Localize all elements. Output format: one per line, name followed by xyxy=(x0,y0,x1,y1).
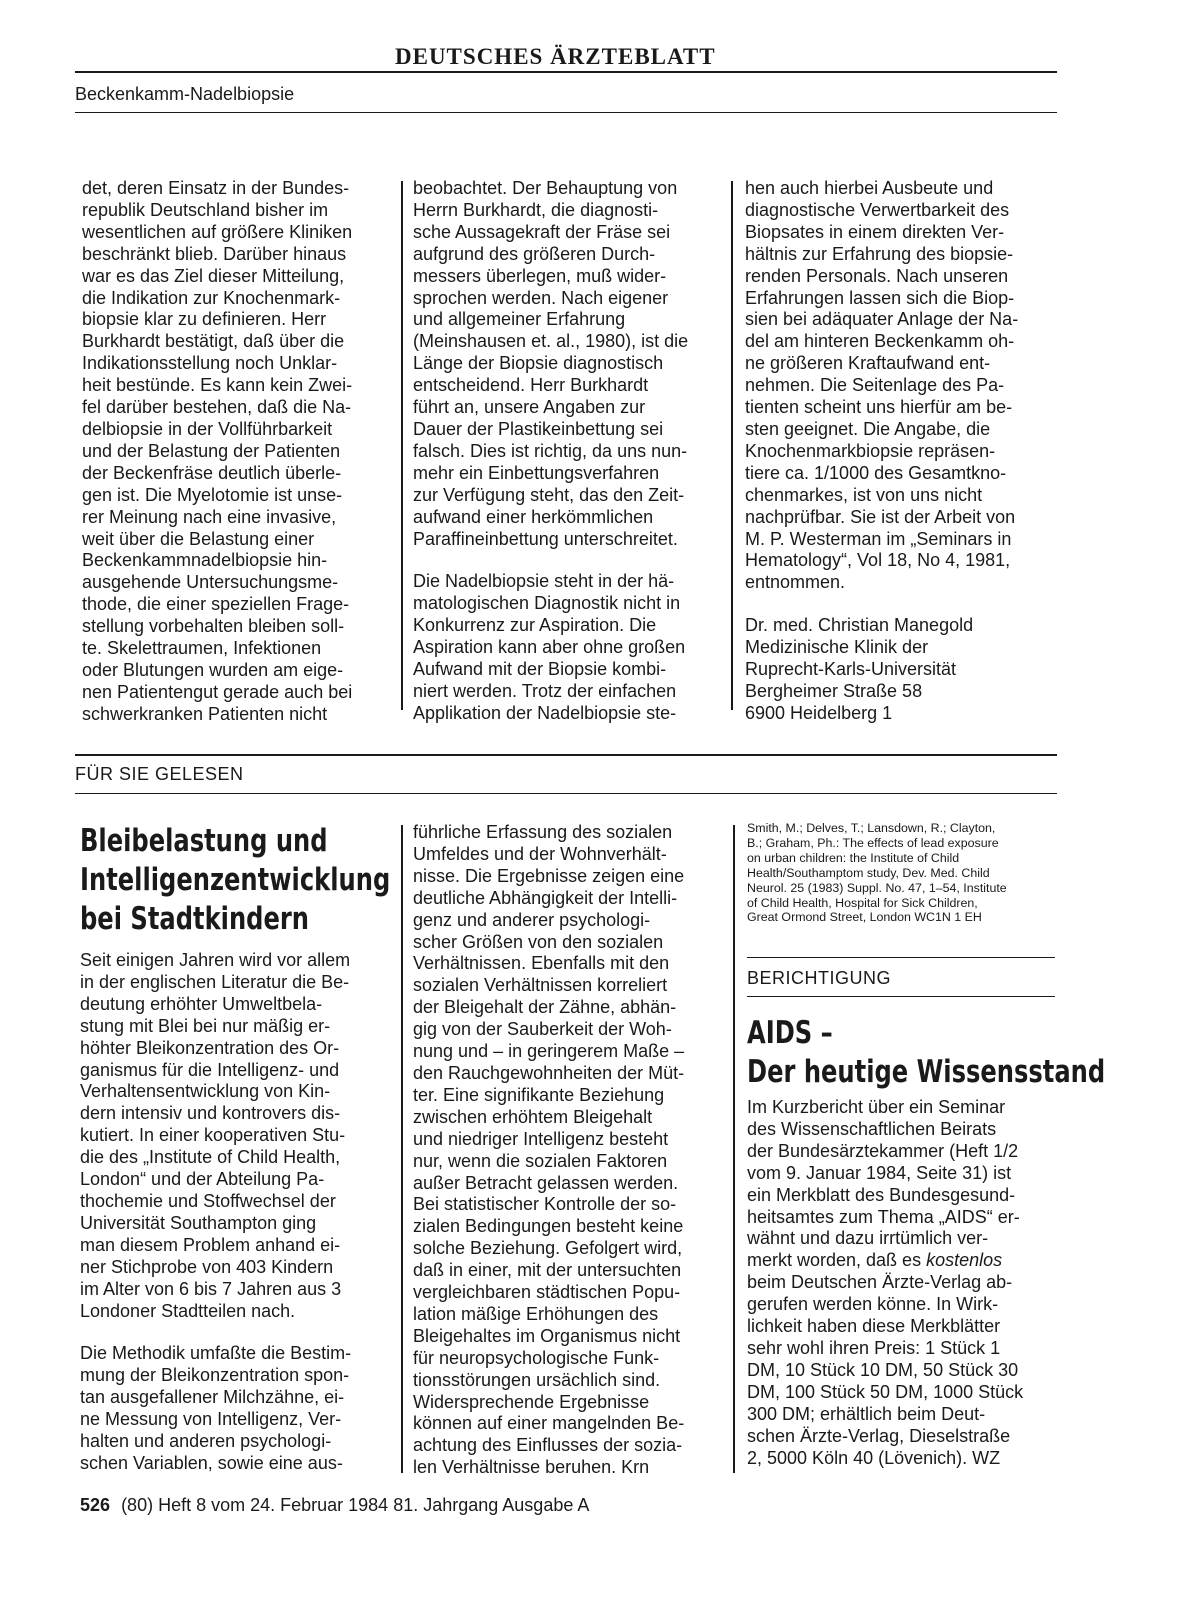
column-divider xyxy=(733,825,735,1473)
page-number: 526 xyxy=(80,1495,111,1515)
correction-text: Im Kurzbericht über ein Seminar des Wissenschaftlichen Beirats der Bundesärztekammer (Heft 1/2 vom 9. Januar 1984, Seite 31) ist ein Merkblatt des Bundesgesund- heitsamtes zum Thema „AIDS“ er- wähnt und dazu irrtümlich ver- merkt worden, daß es kostenlos beim Deutschen Ärzte-Verlag ab- gerufen werden könne. In Wirk- lichkeit haben diese Merkblätter sehr wohl ihren Preis: 1 Stück 1 DM, 10 Stück 10 DM, 50 Stück 30 DM, 100 Stück 50 DM, 1000 Stück 300 DM; erhältlich beim Deut- schen Ärzte-Verlag, Dieselstraße 2, 5000 Köln 40 (Lövenich). WZ xyxy=(747,1097,1024,1468)
masthead-rule xyxy=(75,71,1057,73)
article-col2-text: führliche Erfassung des sozialen Umfeldes und der Wohnverhält- nisse. Die Ergebnisse zeigen eine deutliche Abhängigkeit der Intelli- genz und anderer psychologi- scher Größen von den sozialen Verhältnissen. Ebenfalls mit den sozialen Verhältnissen korreliert der Bleigehalt der Zähne, abhän- gig von der Sauberkeit der Woh- nung und – in geringerem Maße – den Rauchgewohnheiten der Müt- ter. Eine signifikante Beziehung zwischen erhöhtem Bleigehalt und niedriger Intelligenz besteht nur, wenn die sozialen Faktoren außer Betracht gelassen werden. Bei statistischer Kontrolle der so- zialen Bedingungen besteht keine solche Beziehung. Gefolgert wird, daß in einer, mit der untersuchten vergleichbaren städtischen Popu- lation mäßige Erhöhungen des Bleigehaltes im Organismus nicht für neuropsychologische Funk- tionsstörungen ursächlich sind. Widersprechende Ergebnisse können auf einer mangelnden Be- achtung des Einflusses der sozia- len Verhältnisse beruhen. Krn xyxy=(413,822,685,1478)
article-col1-paragraph-2: Die Methodik umfaßte die Bestim- mung der Bleikonzentration spon- tan ausgefallener Milchzähne, ei- ne Messung von Intelligenz, Ver- halten und anderen psychologi- schen Variablen, sowie eine aus- xyxy=(80,1343,352,1473)
letter-col2-paragraph-2: Die Nadelbiopsie steht in der hä- matologischen Diagnostik nicht in Konkurrenz zur Aspiration. Die Aspiration kann aber ohne großen Aufwand mit der Biopsie kombi- niert werden. Trotz der einfachen Applikation der Nadelbiopsie ste- xyxy=(413,571,686,723)
reference-line: B.; Graham, Ph.: The effects of lead exposure xyxy=(747,835,999,850)
correction-rule xyxy=(747,957,1055,958)
letter-column-2 xyxy=(413,178,723,725)
article-column-1 xyxy=(80,950,390,1475)
reference-line: Great Ormond Street, London WC1N 1 EH xyxy=(747,910,982,925)
correction-headline: AIDS – Der heutige Wissensstand xyxy=(747,1015,1106,1090)
letter-column-1 xyxy=(82,178,392,726)
running-head: Beckenkamm-Nadelbiopsie xyxy=(75,84,295,104)
reference-line: Smith, M.; Delves, T.; Lansdown, R.; Clayton, xyxy=(747,821,996,835)
reference-line: of Child Health, Hospital for Sick Children, xyxy=(747,895,978,910)
correction-body xyxy=(747,1097,1059,1469)
issue-info: (80) Heft 8 vom 24. Februar 1984 81. Jahrgang Ausgabe A xyxy=(121,1495,590,1515)
correction-label: BERICHTIGUNG xyxy=(747,968,892,988)
section-rule-lower xyxy=(75,793,1057,794)
running-head-rule xyxy=(75,112,1057,113)
article-column-2 xyxy=(413,822,723,1479)
reference-line: Neurol. 25 (1983) Suppl. No. 47, 1–54, Institute xyxy=(747,880,1007,895)
letter-col2-paragraph-1: beobachtet. Der Behauptung von Herrn Burkhardt, die diagnosti- sche Aussagekraft der Fräse sei aufgrund des größeren Durch- messers überlegen, muß wider- sprochen werden. Nach eigener und allgemeiner Erfahrung (Meinshausen et. al., 1980), ist die Länge der Biopsie diagnostisch entscheidend. Herr Burkhardt führt an, unsere Angaben zur Dauer der Plastikeinbettung sei falsch. Dies ist richtig, da uns nun- mehr ein Einbettungsverfahren zur Verfügung steht, das den Zeit- aufwand einer herkömmlichen Paraffineinbettung unterschreitet. xyxy=(413,178,689,549)
reference-line: Health/Southamptom study, Dev. Med. Child xyxy=(747,865,990,880)
page-footer xyxy=(80,1495,589,1516)
letter-col3-paragraph: hen auch hierbei Ausbeute und diagnostische Verwertbarkeit des Biopsates in einem direkten Ver- hältnis zur Erfahrung des biopsie- renden Personals. Nach unseren Erfahrungen lassen sich die Biop- sien bei adäquater Anlage der Na- del am hinteren Beckenkamm oh- ne größeren Kraftaufwand ent- nehmen. Die Seitenlage des Pa- tienten scheint uns hierfür am be- sten geeignet. Die Angabe, die Knochenmarkbiopsie repräsen- tiere ca. 1/1000 des Gesamtkno- chenmarkes, ist von uns nicht nachprüfbar. Sie ist der Arbeit von M. P. Westerman im „Seminars in Hematology“, Vol 18, No 4, 1981, entnommen. xyxy=(745,178,1019,593)
reference-line: on urban children: the Institute of Child xyxy=(747,850,960,865)
masthead: DEUTSCHES ÄRZTEBLATT xyxy=(395,44,716,69)
section-rule xyxy=(75,754,1057,756)
column-divider xyxy=(731,181,733,710)
column-divider xyxy=(401,825,403,1473)
letter-signature: Dr. med. Christian Manegold Medizinische Klinik der Ruprecht-Karls-Universität Bergheimer Straße 58 6900 Heidelberg 1 xyxy=(745,615,974,723)
article-col1-paragraph-1: Seit einigen Jahren wird vor allem in der englischen Literatur die Be- deutung erhöhter Umweltbela- stung mit Blei bei nur mäßig er- höhter Bleikonzentration des Or- ganismus für die Intelligenz- und Verhaltensentwicklung von Kin- dern intensiv und kontrovers dis- kutiert. In einer kooperativen Stu- die des „Institute of Child Health, London“ und der Abteilung Pa- thochemie und Stoffwechsel der Universität Southampton ging man diesem Problem anhand ei- ner Stichprobe von 403 Kindern im Alter von 6 bis 7 Jahren aus 3 Londoner Stadtteilen nach. xyxy=(80,950,351,1321)
letter-column-3 xyxy=(745,178,1060,725)
article-reference xyxy=(747,821,1059,925)
letter-col1-text: det, deren Einsatz in der Bundes- republik Deutschland bisher im wesentlichen auf größere Kliniken beschränkt blieb. Darüber hinaus war es das Ziel dieser Mitteilung, die Indikation zur Knochenmark- biopsie klar zu definieren. Herr Burkhardt bestätigt, daß über die Indikationsstellung noch Unklar- heit bestünde. Es kann kein Zwei- fel darüber bestehen, daß die Na- delbiopsie in der Vollführbarkeit und der Belastung der Patienten der Beckenfräse deutlich überle- gen ist. Die Myelotomie ist unse- rer Meinung nach eine invasive, weit über die Belastung einer Beckenkammnadelbiopsie hin- ausgehende Untersuchungsme- thode, die einer speziellen Frage- stellung vorbehalten bleiben soll- te. Skelettraumen, Infektionen oder Blutungen wurden am eige- nen Patientengut gerade auch bei schwerkranken Patienten nicht xyxy=(82,178,353,724)
article-headline: Bleibelastung und Intelligenzentwicklung bei Stadtkindern xyxy=(80,823,391,937)
column-divider xyxy=(401,181,403,710)
section-label: FÜR SIE GELESEN xyxy=(75,764,244,784)
correction-rule-lower xyxy=(747,996,1055,997)
